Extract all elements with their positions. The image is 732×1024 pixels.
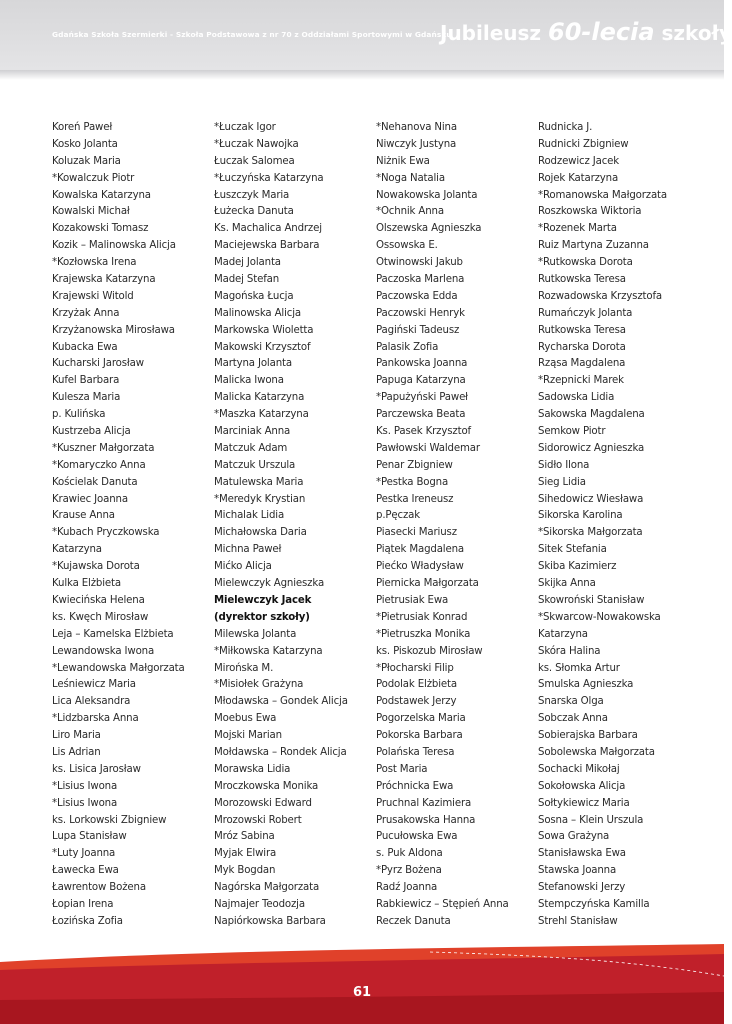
list-item: Martyna Jolanta	[214, 358, 292, 370]
list-item: Mielewczyk Jacek	[214, 594, 312, 606]
list-item: Mroczkowska Monika	[214, 780, 319, 792]
list-item: Malicka Katarzyna	[214, 392, 305, 404]
list-item: *Lisius Iwona	[52, 780, 118, 792]
list-item: Kozik – Malinowska Alicja	[52, 240, 176, 252]
list-item: Paczowski Henryk	[376, 307, 465, 319]
list-item: Próchnicka Ewa	[376, 780, 454, 792]
list-item: Malicka Iwona	[214, 375, 284, 387]
list-item: Pietrusiak Ewa	[376, 594, 449, 606]
list-item: Morawska Lidia	[214, 763, 291, 775]
list-item: Ks. Pasek Krzysztof	[376, 426, 471, 438]
list-item: Ks. Machalica Andrzej	[214, 223, 322, 235]
list-item: Mojski Marian	[214, 730, 282, 742]
list-item: *Pietrusiak Konrad	[376, 611, 468, 623]
list-item: Leja – Kamelska Elżbieta	[52, 628, 174, 640]
list-item: Niwczyk Justyna	[376, 138, 457, 150]
list-item: Pankowska Joanna	[376, 358, 468, 370]
list-item: Napiórkowska Barbara	[214, 915, 326, 927]
list-item: Smulska Agnieszka	[538, 679, 634, 691]
page-header	[0, 0, 732, 78]
list-item: Łopian Irena	[52, 898, 114, 910]
list-item: Rojek Katarzyna	[538, 172, 619, 184]
list-item: Sosna – Klein Urszula	[538, 814, 644, 826]
list-item: Polańska Teresa	[376, 746, 455, 758]
list-item: Morozowski Edward	[214, 797, 312, 809]
list-item: Stefanowski Jerzy	[538, 882, 626, 894]
list-item: Sobolewska Małgorzata	[538, 746, 655, 758]
list-item: Skowroński Stanisław	[538, 594, 645, 606]
list-item: *Kuszner Małgorzata	[52, 442, 155, 454]
list-item: *Kujawska Dorota	[52, 561, 140, 573]
list-item: Penar Zbigniew	[376, 459, 453, 471]
list-item: Kucharski Jarosław	[52, 358, 144, 370]
list-item: Sikorska Karolina	[538, 510, 623, 522]
list-item: *Płocharski Filip	[376, 662, 454, 674]
list-item: *Komaryczko Anna	[52, 459, 146, 471]
list-item: Rycharska Dorota	[538, 341, 626, 353]
list-item: Piątek Magdalena	[376, 544, 464, 556]
list-item: Lupa Stanisław	[52, 831, 127, 843]
list-item: Madej Stefan	[214, 274, 280, 286]
list-item: Kościelak Danuta	[52, 476, 138, 488]
list-item: Mróz Sabina	[214, 831, 275, 843]
list-item: Mićko Alicja	[214, 561, 272, 573]
list-item: Myjak Elwira	[214, 848, 277, 860]
list-item: s. Puk Aldona	[376, 848, 443, 860]
list-item: Mołdawska – Rondek Alicja	[214, 746, 347, 758]
list-item: Krawiec Joanna	[52, 493, 128, 505]
list-item: *Łuczak Nawojka	[214, 138, 299, 150]
list-item: *Pyrz Bożena	[376, 865, 442, 877]
list-item: *Skwarcow-Nowakowska	[538, 611, 661, 623]
list-item: Reczek Danuta	[376, 915, 451, 927]
list-item: *Kubach Pryczkowska	[52, 527, 160, 539]
list-item: Pucułowska Ewa	[376, 831, 458, 843]
list-item: Łozińska Zofia	[52, 915, 123, 927]
list-item: Stempczyńska Kamilla	[538, 898, 650, 910]
list-item: Krajewska Katarzyna	[52, 274, 156, 286]
list-item: Malinowska Alicja	[214, 307, 301, 319]
list-item: Łuczak Salomea	[214, 155, 295, 167]
list-item: Sidorowicz Agnieszka	[538, 442, 645, 454]
list-item: Kustrzeba Alicja	[52, 426, 131, 438]
list-item: Lis Adrian	[52, 746, 101, 758]
school-name: Gdańska Szkoła Szermierki - Szkoła Podstawowa z nr 70 z Oddziałami Sportowymi w Gdańsku	[52, 30, 452, 39]
list-item: Podolak Elżbieta	[376, 679, 457, 691]
list-item: Liro Maria	[52, 730, 101, 742]
list-item: *Romanowska Małgorzata	[538, 189, 667, 201]
list-item: Mielewczyk Agnieszka	[214, 578, 325, 590]
list-item: Pawłowski Waldemar	[376, 442, 480, 454]
list-item: Sobierajska Barbara	[538, 730, 638, 742]
list-item: Myk Bogdan	[214, 865, 276, 877]
list-item: Kozakowski Tomasz	[52, 223, 149, 235]
list-item: Pagiński Tadeusz	[376, 324, 460, 336]
list-item: Strehl Stanisław	[538, 915, 618, 927]
list-item: Madej Jolanta	[214, 257, 281, 269]
list-item: *Papużyński Paweł	[376, 392, 468, 404]
list-item: Otwinowski Jakub	[376, 257, 463, 269]
list-item: Matczuk Urszula	[214, 459, 296, 471]
list-item: Moebus Ewa	[214, 713, 277, 725]
list-item: Kulka Elżbieta	[52, 578, 121, 590]
list-item: *Lidzbarska Anna	[52, 713, 139, 725]
list-item: Krzyżak Anna	[52, 307, 120, 319]
list-item: Niżnik Ewa	[376, 155, 430, 167]
list-item: Nagórska Małgorzata	[214, 882, 320, 894]
list-item: *Sikorska Małgorzata	[538, 527, 643, 539]
names-column-1	[52, 120, 222, 931]
list-item: Ruiz Martyna Zuzanna	[538, 240, 649, 252]
list-item: Sobczak Anna	[538, 713, 608, 725]
names-column-4	[538, 120, 708, 931]
names-column-2	[214, 120, 384, 931]
list-item: Kubacka Ewa	[52, 341, 118, 353]
list-item: Rodzewicz Jacek	[538, 155, 620, 167]
list-item: Sokołowska Alicja	[538, 780, 626, 792]
list-item: Krajewski Witold	[52, 290, 134, 302]
list-item: Mirońska M.	[214, 662, 274, 674]
list-item: Matulewska Maria	[214, 476, 304, 488]
list-item: Makowski Krzysztof	[214, 341, 311, 353]
list-item: *Lisius Iwona	[52, 797, 118, 809]
jubilee-title	[440, 18, 732, 46]
list-item: Katarzyna	[52, 544, 102, 556]
list-item: Ławecka Ewa	[52, 865, 119, 877]
list-item: p. Kulińska	[52, 409, 106, 421]
jubilee-number: 60-lecia	[548, 18, 655, 46]
list-item: *Nehanova Nina	[376, 122, 457, 133]
list-item: Kowalski Michał	[52, 206, 130, 218]
list-item: Stawska Joanna	[538, 865, 617, 877]
list-item: Skóra Halina	[538, 645, 601, 657]
list-item: Koreń Paweł	[52, 122, 113, 133]
list-item: Piernicka Małgorzata	[376, 578, 479, 590]
list-item: *Kowalczuk Piotr	[52, 172, 135, 184]
list-item: Sowa Grażyna	[538, 831, 610, 843]
list-item: *Luty Joanna	[52, 848, 116, 860]
list-item: Młodawska – Gondek Alicja	[214, 696, 348, 708]
list-item: Marciniak Anna	[214, 426, 291, 438]
list-item: *Łuczyńska Katarzyna	[214, 172, 324, 184]
list-item: Skijka Anna	[538, 578, 596, 590]
list-item: Maciejewska Barbara	[214, 240, 320, 252]
list-item: Sadowska Lidia	[538, 392, 615, 404]
jubilee-suffix: szkoły	[654, 21, 732, 45]
names-list	[52, 120, 732, 940]
list-item: Pruchnal Kazimiera	[376, 797, 472, 809]
list-item: Nowakowska Jolanta	[376, 189, 478, 201]
list-item: Kufel Barbara	[52, 375, 120, 387]
list-item: Parczewska Beata	[376, 409, 466, 421]
list-item: *Lewandowska Małgorzata	[52, 662, 185, 674]
list-item: Michalak Lidia	[214, 510, 285, 522]
list-item: ks. Słomka Artur	[538, 662, 620, 674]
list-item: Sochacki Mikołaj	[538, 763, 620, 775]
list-item: Piasecki Mariusz	[376, 527, 457, 539]
list-item: Leśniewicz Maria	[52, 679, 136, 691]
list-item: Koluzak Maria	[52, 155, 121, 167]
list-item: Skiba Kazimierz	[538, 561, 617, 573]
list-item: Rabkiewicz – Stępień Anna	[376, 898, 509, 910]
list-item: Michałowska Daria	[214, 527, 307, 539]
list-item: Palasik Zofia	[376, 341, 439, 353]
list-item: Sieg Lidia	[538, 476, 586, 488]
list-item: Sołtykiewicz Maria	[538, 797, 630, 809]
list-item: *Pestka Bogna	[376, 476, 449, 488]
list-item: *Pietruszka Monika	[376, 628, 471, 640]
list-item: Pogorzelska Maria	[376, 713, 466, 725]
list-item: Mrozowski Robert	[214, 814, 302, 826]
list-item: Rozwadowska Krzysztofa	[538, 290, 662, 302]
list-item: Sakowska Magdalena	[538, 409, 645, 421]
list-item: Matczuk Adam	[214, 442, 288, 454]
list-item: Papuga Katarzyna	[376, 375, 466, 387]
list-item: Olszewska Agnieszka	[376, 223, 482, 235]
list-item: Lewandowska Iwona	[52, 645, 155, 657]
list-item: (dyrektor szkoły)	[214, 611, 310, 623]
list-item: *Misiołek Grażyna	[214, 679, 304, 691]
list-item: *Maszka Katarzyna	[214, 409, 309, 421]
list-item: *Noga Natalia	[376, 172, 445, 184]
page-number: 61	[352, 985, 372, 1000]
list-item: Ławrentow Bożena	[52, 882, 146, 894]
list-item: Najmajer Teodozja	[214, 898, 305, 910]
list-item: Łuszczyk Maria	[214, 189, 290, 201]
list-item: Kwiecińska Helena	[52, 594, 145, 606]
list-item: Rudnicki Zbigniew	[538, 138, 629, 150]
list-item: Sidło Ilona	[538, 459, 590, 471]
list-item: Magońska Łucja	[214, 290, 294, 302]
list-item: *Kozłowska Irena	[52, 257, 137, 269]
list-item: Krause Anna	[52, 510, 115, 522]
list-item: Snarska Olga	[538, 696, 604, 708]
list-item: Paczowska Edda	[376, 290, 458, 302]
list-item: Markowska Wioletta	[214, 324, 314, 336]
list-item: Pokorska Barbara	[376, 730, 463, 742]
list-item: *Rozenek Marta	[538, 223, 617, 235]
list-item: Kulesza Maria	[52, 392, 121, 404]
names-column-3	[376, 120, 546, 931]
list-item: ks. Lisica Jarosław	[52, 763, 141, 775]
list-item: Ossowska E.	[376, 240, 438, 252]
list-item: Rudnicka J.	[538, 122, 593, 133]
list-item: ks. Kwęch Mirosław	[52, 611, 149, 623]
page-footer	[0, 940, 724, 1024]
list-item: Milewska Jolanta	[214, 628, 297, 640]
list-item: Roszkowska Wiktoria	[538, 206, 642, 218]
list-item: p.Pęczak	[376, 510, 421, 522]
list-item: Radź Joanna	[376, 882, 438, 894]
list-item: Piećko Władysław	[376, 561, 464, 573]
list-item: Prusakowska Hanna	[376, 814, 476, 826]
header-shadow	[0, 70, 724, 80]
list-item: Podstawek Jerzy	[376, 696, 457, 708]
list-item: Rutkowska Teresa	[538, 324, 626, 336]
list-item: Katarzyna	[538, 628, 588, 640]
list-item: *Miłkowska Katarzyna	[214, 645, 323, 657]
list-item: Krzyżanowska Mirosława	[52, 324, 175, 336]
list-item: Sitek Stefania	[538, 544, 607, 556]
list-item: *Rutkowska Dorota	[538, 257, 633, 269]
list-item: Pestka Ireneusz	[376, 493, 454, 505]
list-item: Sihedowicz Wiesława	[538, 493, 644, 505]
list-item: ks. Piskozub Mirosław	[376, 645, 483, 657]
list-item: *Łuczak Igor	[214, 122, 276, 133]
list-item: *Meredyk Krystian	[214, 493, 306, 505]
list-item: Łużecka Danuta	[214, 206, 294, 218]
list-item: Rutkowska Teresa	[538, 274, 626, 286]
list-item: Stanisławska Ewa	[538, 848, 626, 860]
list-item: *Ochnik Anna	[376, 206, 444, 218]
list-item: *Rzepnicki Marek	[538, 375, 624, 387]
jubilee-prefix: Jubileusz	[440, 21, 549, 45]
list-item: Kosko Jolanta	[52, 138, 118, 150]
list-item: Michna Paweł	[214, 544, 282, 556]
list-item: Semkow Piotr	[538, 426, 606, 438]
list-item: Post Maria	[376, 763, 428, 775]
list-item: Rząsa Magdalena	[538, 358, 626, 370]
list-item: Rumańczyk Jolanta	[538, 307, 633, 319]
list-item: ks. Lorkowski Zbigniew	[52, 814, 167, 826]
list-item: Kowalska Katarzyna	[52, 189, 151, 201]
list-item: Lica Aleksandra	[52, 696, 131, 708]
list-item: Paczoska Marlena	[376, 274, 465, 286]
